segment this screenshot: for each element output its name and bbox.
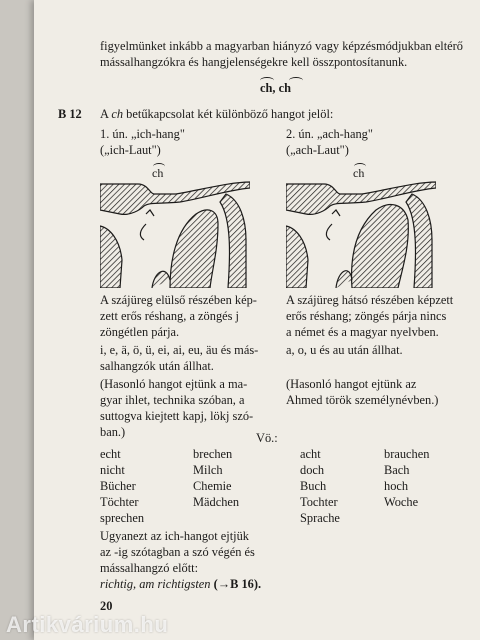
right-diagram-label: ch: [353, 166, 365, 180]
word-list-item: Buch: [300, 479, 327, 493]
right-subtitle: („ach-Laut"): [286, 143, 349, 157]
right-vowels-1: a, o, u és au után állhat.: [286, 343, 403, 357]
ach-laut-diagram: [286, 180, 436, 288]
intro-line-1: figyelmünket inkább a magyarban hiányzó vagy képzésmódjukban eltérő: [100, 39, 463, 53]
word-list-item: hoch: [384, 479, 409, 493]
note-line-3: mássalhangzó előtt:: [100, 561, 199, 575]
word-list-item: Woche: [384, 495, 419, 509]
watermark: Artikvárium.hu: [6, 612, 169, 637]
left-example-1: (Hasonló hangot ejtünk a ma-: [100, 377, 248, 391]
note-line-1: Ugyanezt az ich-hangot ejtjük: [100, 529, 249, 543]
word-list-item: brauchen: [384, 447, 430, 461]
word-list-item: nicht: [100, 463, 125, 477]
word-list-item: Chemie: [193, 479, 232, 493]
book-page: [34, 0, 480, 640]
left-desc-2: zett erős réshang, a zöngés j: [100, 309, 239, 323]
left-example-3: suttogva kiejtett kapj, lökj szó-: [100, 409, 254, 423]
section-intro: A ch betűkapcsolat két különböző hangot jelöl:: [100, 107, 334, 121]
right-desc-3: a német és a magyar nyelvben.: [286, 325, 439, 339]
compare-label: Vö.:: [256, 431, 278, 445]
heading: ch, ch: [260, 81, 291, 95]
left-desc-3: zöngétlen párja.: [100, 325, 180, 339]
left-example-4: ban.): [100, 425, 126, 439]
right-example-1: (Hasonló hangot ejtünk az: [286, 377, 417, 391]
right-example-2: Ahmed török személynévben.): [286, 393, 439, 407]
note-line-2: az -ig szótagban a szó végén és: [100, 545, 255, 559]
right-title: 2. ún. „ach-hang": [286, 127, 373, 141]
word-list-item: Bach: [384, 463, 410, 477]
intro-line-2: mássalhangzókra és hangjelenségekre kell összpontosítanunk.: [100, 55, 408, 69]
word-list-item: Milch: [193, 463, 223, 477]
left-example-2: gyar ihlet, technika szóban, a: [100, 393, 245, 407]
word-list-item: Tochter: [300, 495, 338, 509]
right-desc-2: erős réshang; zöngés párja nincs: [286, 309, 447, 323]
left-desc-1: A szájüreg elülső részében kép-: [100, 293, 257, 307]
left-diagram-label: ch: [152, 166, 164, 180]
ich-laut-diagram: [100, 180, 250, 288]
word-list-item: Mädchen: [193, 495, 240, 509]
word-list-item: sprechen: [100, 511, 145, 525]
word-list-item: brechen: [193, 447, 233, 461]
left-title: 1. ún. „ich-hang": [100, 127, 185, 141]
left-vowels-1: i, e, ä, ö, ü, ei, ai, eu, äu és más-: [100, 343, 259, 357]
heading-arc-2: [289, 77, 303, 84]
page-number: 20: [100, 599, 113, 613]
section-number: B 12: [58, 107, 82, 121]
left-vowels-2: salhangzók után állhat.: [100, 359, 214, 373]
word-list-item: Töchter: [100, 495, 139, 509]
right-desc-1: A szájüreg hátsó részében képzett: [286, 293, 454, 307]
word-list-item: doch: [300, 463, 325, 477]
word-list-item: echt: [100, 447, 121, 461]
left-subtitle: („ich-Laut"): [100, 143, 161, 157]
word-list-item: acht: [300, 447, 321, 461]
word-list-item: Bücher: [100, 479, 136, 493]
word-list-item: Sprache: [300, 511, 340, 525]
note-line-4: richtig, am richtigsten (→B 16).: [100, 577, 262, 591]
